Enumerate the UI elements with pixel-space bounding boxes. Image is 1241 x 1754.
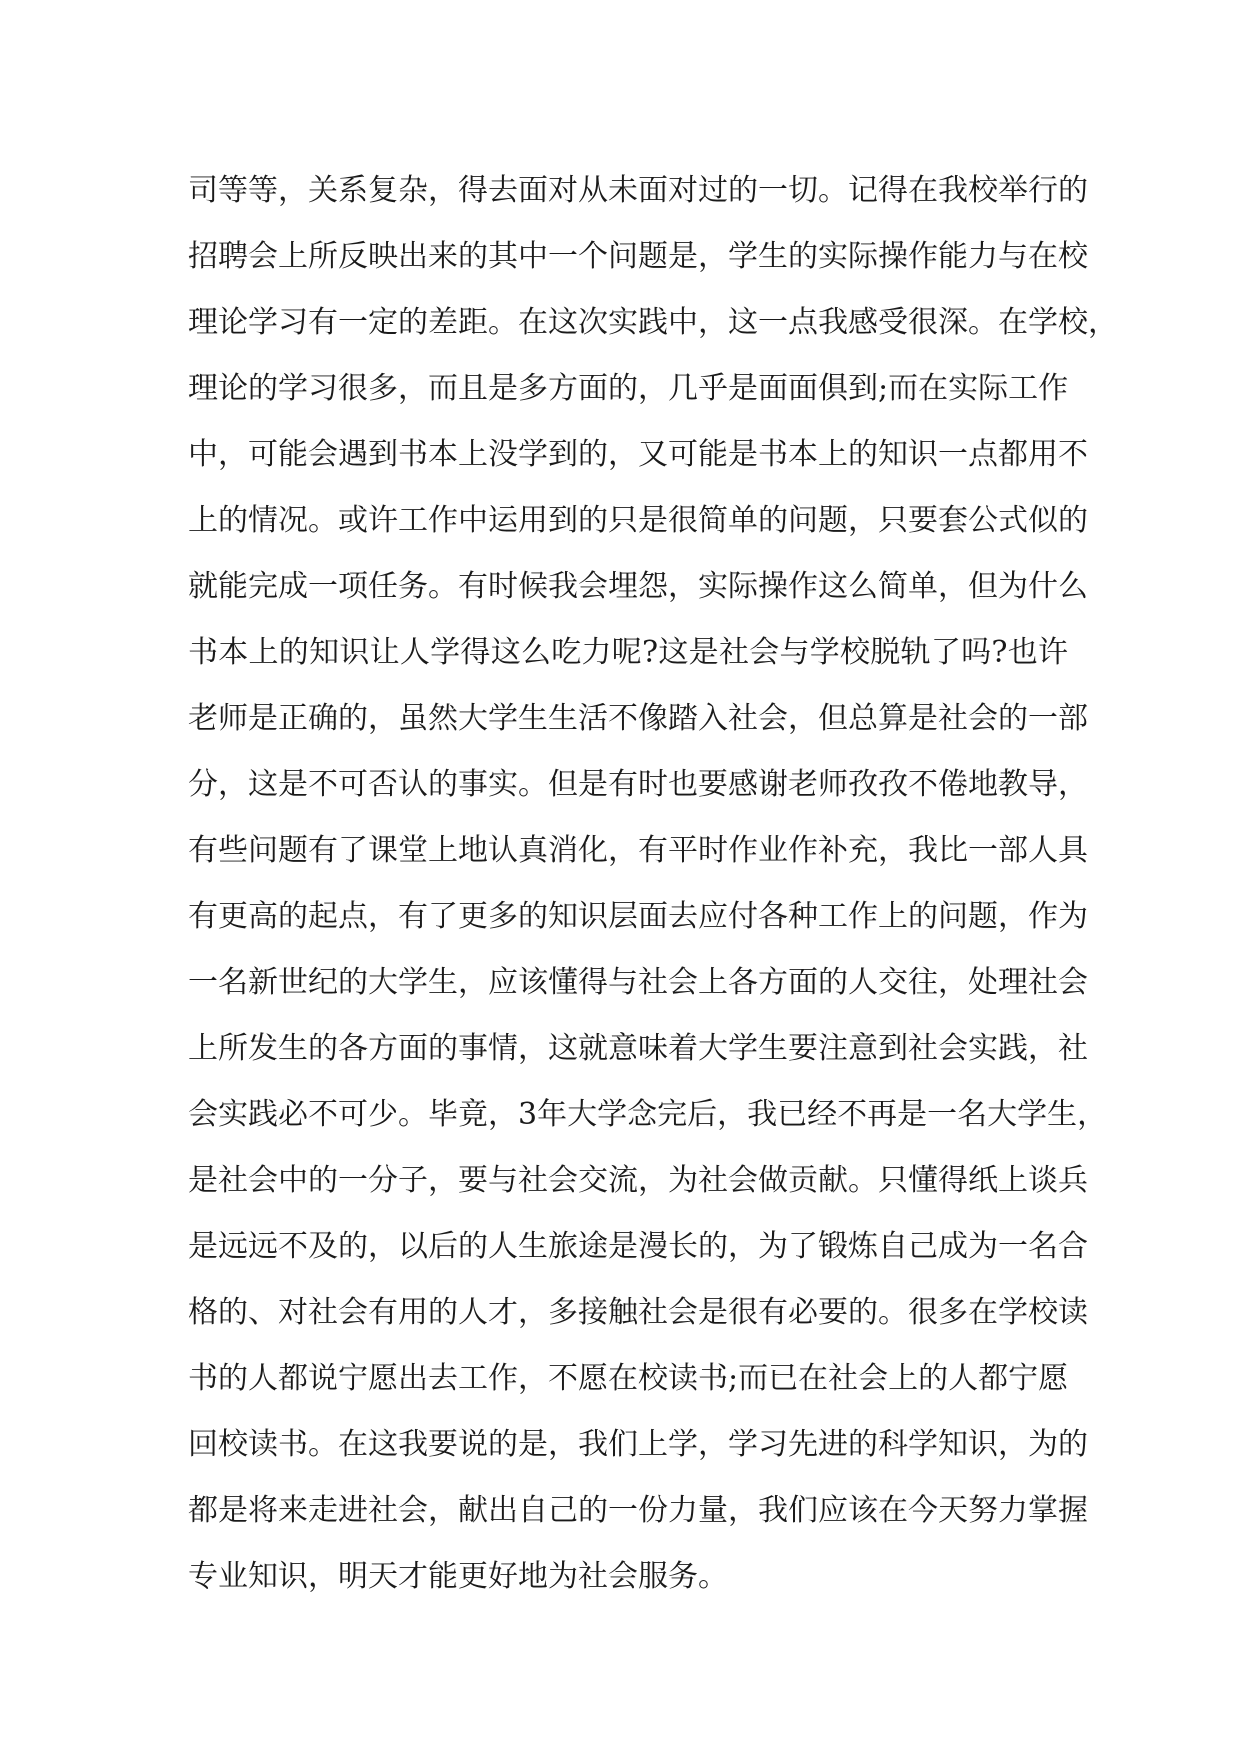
text-line: 有些问题有了课堂上地认真消化，有平时作业作补充，我比一部人具 (188, 833, 1088, 868)
text-line: 上所发生的各方面的事情，这就意味着大学生要注意到社会实践，社 (188, 1031, 1088, 1066)
text-line: 老师是正确的，虽然大学生生活不像踏入社会，但总算是社会的一部 (188, 701, 1088, 736)
text-line: 司等等，关系复杂，得去面对从未面对过的一切。记得在我校举行的 (188, 173, 1088, 208)
text-line: 理论的学习很多，而且是多方面的，几乎是面面俱到;而在实际工作 (188, 371, 1069, 406)
text-line: 一名新世纪的大学生，应该懂得与社会上各方面的人交往，处理社会 (188, 965, 1088, 1000)
text-line: 中，可能会遇到书本上没学到的，又可能是书本上的知识一点都用不 (188, 437, 1088, 472)
text-line: 分，这是不可否认的事实。但是有时也要感谢老师孜孜不倦地教导， (188, 767, 1088, 802)
text-line: 回校读书。在这我要说的是，我们上学，学习先进的科学知识，为的 (188, 1427, 1088, 1462)
text-line: 会实践必不可少。毕竟，3年大学念完后，我已经不再是一名大学生， (188, 1097, 1108, 1132)
text-line: 书的人都说宁愿出去工作，不愿在校读书;而已在社会上的人都宁愿 (188, 1361, 1069, 1396)
document-body-text (188, 158, 1118, 1610)
text-line: 都是将来走进社会，献出自己的一份力量，我们应该在今天努力掌握 (188, 1493, 1088, 1528)
text-line-last: 专业知识，明天才能更好地为社会服务。 (188, 1559, 728, 1594)
text-line: 招聘会上所反映出来的其中一个问题是，学生的实际操作能力与在校 (188, 239, 1088, 274)
text-line: 是远远不及的，以后的人生旅途是漫长的，为了锻炼自己成为一名合 (188, 1229, 1088, 1264)
text-line: 是社会中的一分子，要与社会交流，为社会做贡献。只懂得纸上谈兵 (188, 1163, 1088, 1198)
text-line: 理论学习有一定的差距。在这次实践中，这一点我感受很深。在学校， (188, 305, 1118, 340)
text-line: 书本上的知识让人学得这么吃力呢?这是社会与学校脱轨了吗?也许 (188, 635, 1068, 670)
text-line: 有更高的起点，有了更多的知识层面去应付各种工作上的问题，作为 (188, 899, 1088, 934)
text-line: 格的、对社会有用的人才，多接触社会是很有必要的。很多在学校读 (188, 1295, 1088, 1330)
text-line: 就能完成一项任务。有时候我会埋怨，实际操作这么简单，但为什么 (188, 569, 1088, 604)
text-line: 上的情况。或许工作中运用到的只是很简单的问题，只要套公式似的 (188, 503, 1088, 538)
